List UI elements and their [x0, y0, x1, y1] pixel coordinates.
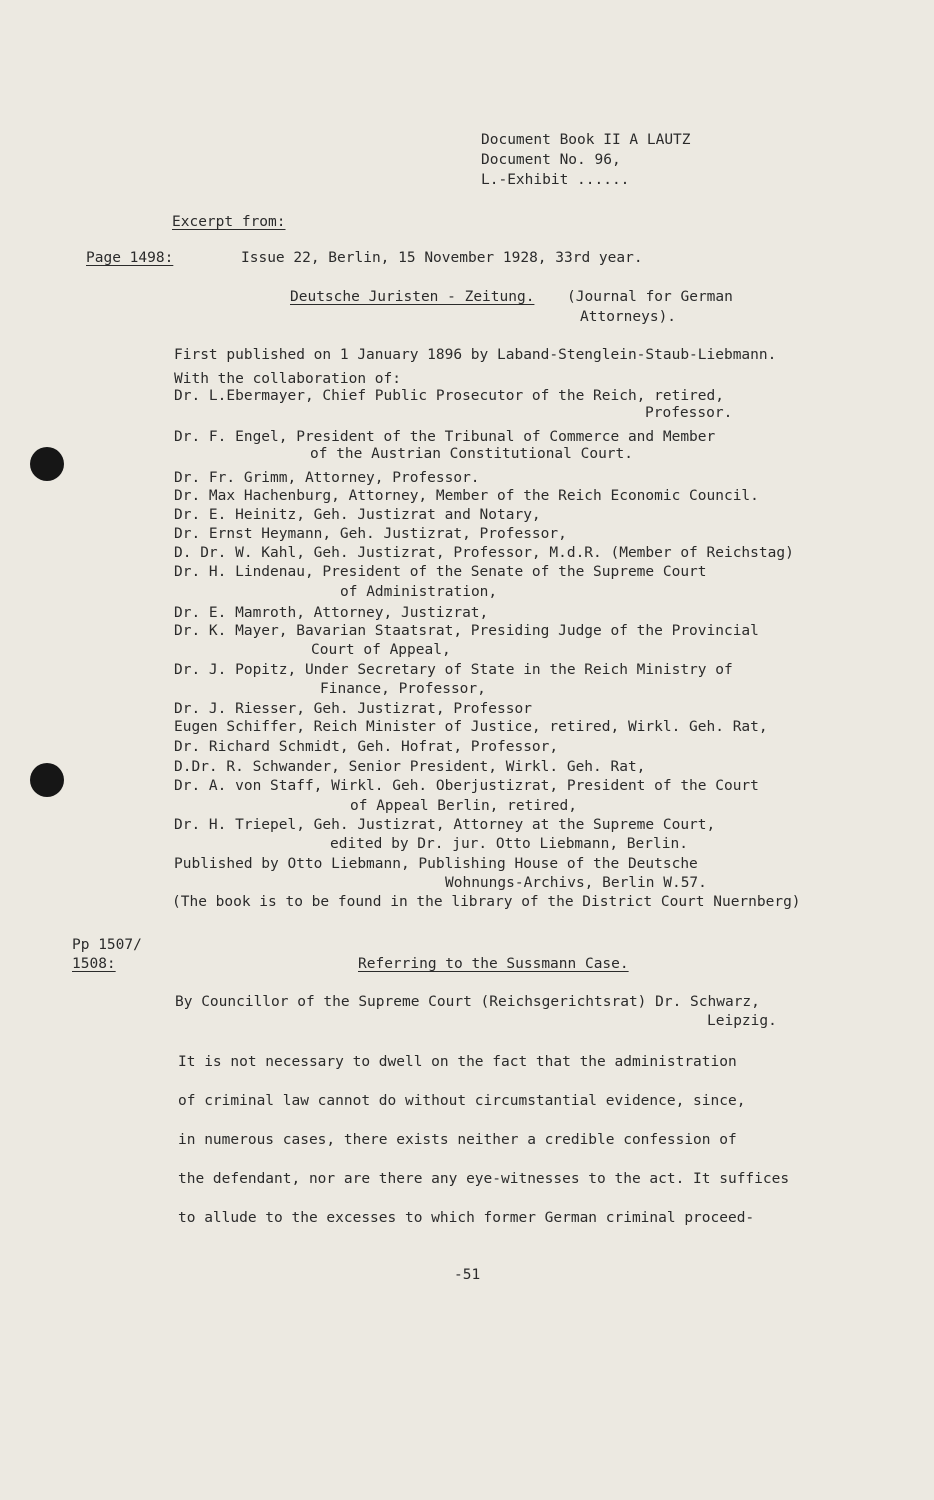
masthead-line: Professor. — [645, 405, 733, 421]
masthead-line: (The book is to be found in the library of the District Court Nuernberg) — [172, 894, 801, 910]
exhibit-number: L.-Exhibit ...... — [481, 172, 630, 188]
author-line: Leipzig. — [707, 1013, 777, 1029]
masthead-line: Wohnungs-Archivs, Berlin W.57. — [445, 875, 707, 891]
masthead-line: Dr. E. Heinitz, Geh. Justizrat and Notary, — [174, 507, 541, 523]
issue-line: Issue 22, Berlin, 15 November 1928, 33rd year. — [241, 250, 643, 266]
masthead-line: of Appeal Berlin, retired, — [350, 798, 577, 814]
masthead-line: Dr. H. Lindenau, President of the Senate of the Supreme Court — [174, 564, 707, 580]
body-line: the defendant, nor are there any eye-witnesses to the act. It suffices — [178, 1171, 790, 1187]
masthead-line: First published on 1 January 1896 by Laband-Stenglein-Staub-Liebmann. — [174, 347, 777, 363]
masthead-line: Dr. Fr. Grimm, Attorney, Professor. — [174, 470, 480, 486]
masthead-line: Eugen Schiffer, Reich Minister of Justice, retired, Wirkl. Geh. Rat, — [174, 719, 768, 735]
author-line: By Councillor of the Supreme Court (Reichsgerichtsrat) Dr. Schwarz, — [175, 994, 760, 1010]
body-line: in numerous cases, there exists neither a credible confession of — [178, 1132, 737, 1148]
masthead-line: Dr. H. Triepel, Geh. Justizrat, Attorney at the Supreme Court, — [174, 817, 716, 833]
masthead-line: D.Dr. R. Schwander, Senior President, Wirkl. Geh. Rat, — [174, 759, 646, 775]
article-heading: Referring to the Sussmann Case. — [358, 956, 629, 972]
journal-subtitle: Attorneys). — [580, 309, 677, 325]
excerpt-label: Excerpt from: — [172, 214, 286, 230]
masthead-line: Dr. J. Popitz, Under Secretary of State in the Reich Ministry of — [174, 662, 733, 678]
page-number: -51 — [454, 1267, 481, 1283]
section-page-reference: Pp 1507/ — [72, 937, 142, 953]
masthead-line: Dr. L.Ebermayer, Chief Public Prosecutor of the Reich, retired, — [174, 388, 724, 404]
masthead-line: Dr. E. Mamroth, Attorney, Justizrat, — [174, 605, 489, 621]
masthead-line: Dr. A. von Staff, Wirkl. Geh. Oberjustizrat, President of the Court — [174, 778, 759, 794]
masthead-line: edited by Dr. jur. Otto Liebmann, Berlin. — [330, 836, 688, 852]
masthead-line: Court of Appeal, — [311, 642, 451, 658]
masthead-line: Dr. J. Riesser, Geh. Justizrat, Professor — [174, 701, 532, 717]
masthead-line: Dr. F. Engel, President of the Tribunal of Commerce and Member — [174, 429, 716, 445]
section-page-reference: 1508: — [72, 956, 116, 972]
document-book: Document Book II A LAUTZ — [481, 132, 691, 148]
masthead-line: Finance, Professor, — [320, 681, 486, 697]
masthead-line: Dr. K. Mayer, Bavarian Staatsrat, Presiding Judge of the Provincial — [174, 623, 759, 639]
masthead-line: Dr. Max Hachenburg, Attorney, Member of the Reich Economic Council. — [174, 488, 759, 504]
document-number: Document No. 96, — [481, 152, 621, 168]
punch-hole — [30, 447, 64, 481]
masthead-line: Dr. Ernst Heymann, Geh. Justizrat, Professor, — [174, 526, 567, 542]
masthead-line: Dr. Richard Schmidt, Geh. Hofrat, Professor, — [174, 739, 559, 755]
masthead-line: of the Austrian Constitutional Court. — [310, 446, 634, 462]
journal-title: Deutsche Juristen - Zeitung. — [290, 289, 535, 305]
punch-hole — [30, 763, 64, 797]
body-line: of criminal law cannot do without circumstantial evidence, since, — [178, 1093, 746, 1109]
body-line: to allude to the excesses to which former German criminal proceed- — [178, 1210, 755, 1226]
journal-subtitle: (Journal for German — [567, 289, 733, 305]
page-reference: Page 1498: — [86, 250, 174, 266]
body-line: It is not necessary to dwell on the fact that the administration — [178, 1054, 737, 1070]
masthead-line: With the collaboration of: — [174, 371, 401, 387]
masthead-line: Published by Otto Liebmann, Publishing House of the Deutsche — [174, 856, 698, 872]
masthead-line: of Administration, — [340, 584, 498, 600]
masthead-line: D. Dr. W. Kahl, Geh. Justizrat, Professor, M.d.R. (Member of Reichstag) — [174, 545, 794, 561]
